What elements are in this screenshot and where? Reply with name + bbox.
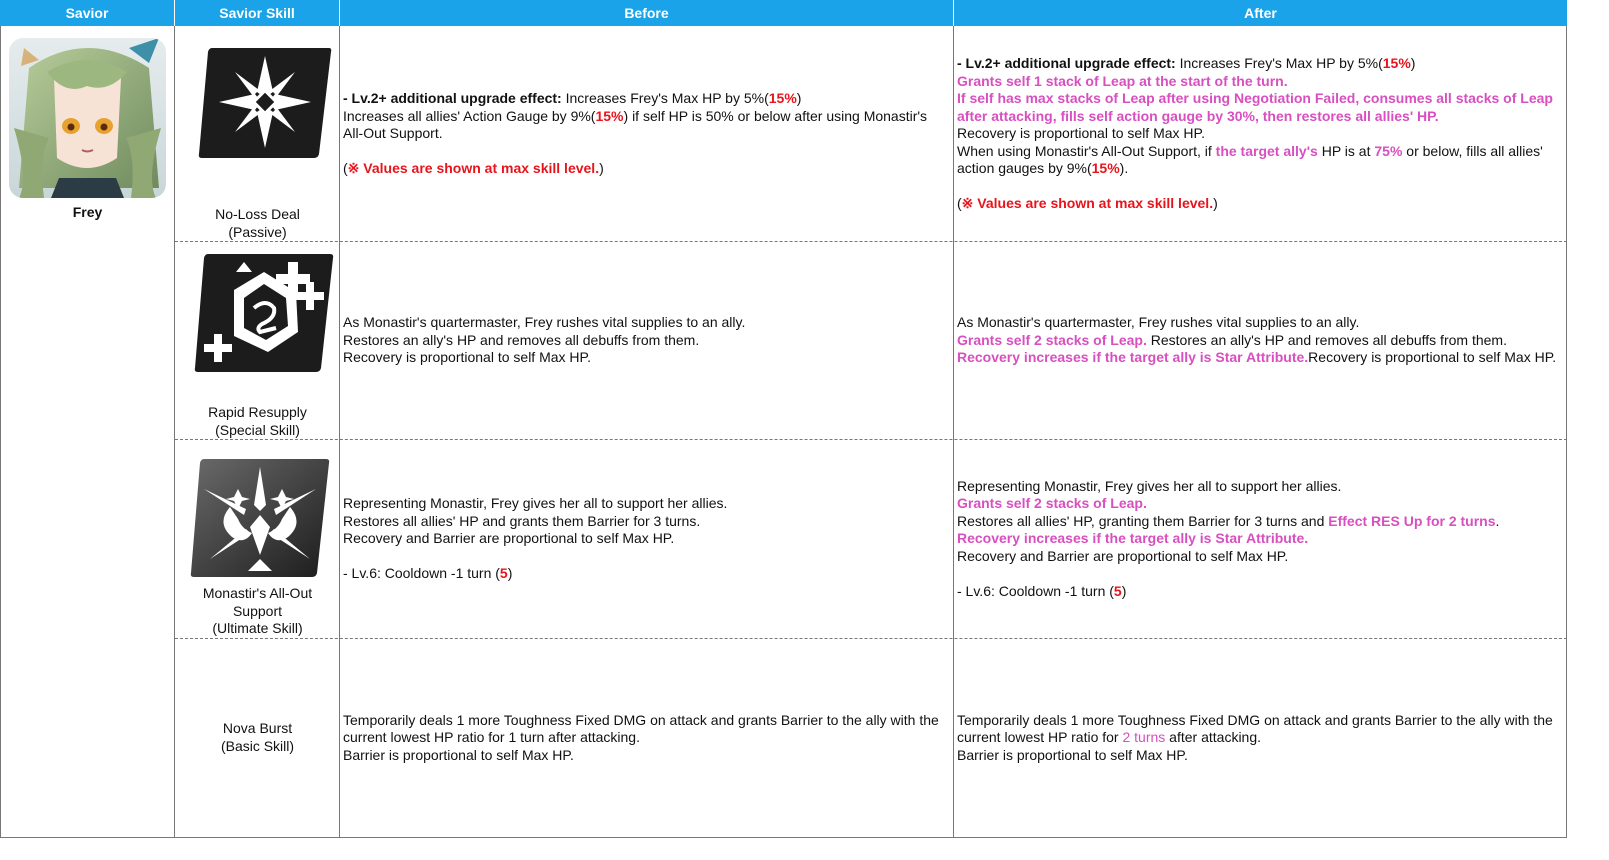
text: As Monastir's quartermaster, Frey rushes vital supplies to an ally.: [957, 314, 1360, 331]
frey-portrait: [9, 38, 166, 198]
skill-type-text: (Basic Skill): [220, 737, 295, 754]
text: Increases all allies' Action Gauge by 9%(: [343, 107, 596, 124]
value: 5: [1113, 582, 1122, 599]
text: Barrier is proportional to self Max HP.: [957, 746, 1188, 763]
after-cell: [954, 639, 1566, 837]
text: Increases Frey's Max HP by 5%(: [1175, 55, 1383, 72]
text: (: [957, 195, 962, 212]
skill-type-text: (Ultimate Skill): [212, 620, 303, 636]
value: 15%: [1091, 160, 1120, 177]
text: Representing Monastir, Frey gives her all to support her allies.: [957, 477, 1342, 494]
text: ).: [1119, 160, 1129, 177]
text: Recovery and Barrier are proportional to self Max HP.: [343, 530, 675, 547]
value: 15%: [595, 107, 624, 124]
supply-potion-icon: [194, 252, 336, 379]
note: ※ Values are shown at max skill level.: [347, 160, 600, 177]
text: As Monastir's quartermaster, Frey rushes vital supplies to an ally.: [343, 314, 746, 331]
skill-name-text: Support: [232, 602, 283, 619]
highlight: Effect RES Up for 2 turns: [1328, 512, 1496, 529]
header-before: Before: [340, 0, 954, 26]
text: Restores an ally's HP and removes all debuffs from them.: [343, 331, 700, 348]
text: Recovery and Barrier are proportional to self Max HP.: [957, 547, 1289, 564]
text: - Lv.6: Cooldown -1 turn (: [957, 582, 1114, 599]
skill-name: [175, 720, 340, 755]
text: Restores all allies' HP, granting them Barrier for 3 turns and: [957, 512, 1329, 529]
highlight: Recovery increases if the target ally is Star Attribute.: [957, 530, 1309, 547]
skill-name-text: Monastir's All-Out: [202, 585, 313, 601]
text: When using Monastir's All-Out Support, if: [957, 142, 1216, 159]
header-savior-skill: Savior Skill: [175, 0, 340, 26]
radiant-emblem-icon: [190, 457, 332, 584]
value: 5: [499, 565, 508, 582]
text: ) if self HP is 50% or below after using Monastir's All-Out Support.: [343, 107, 928, 142]
grid-line: [1566, 26, 1567, 838]
skill-name: [175, 404, 340, 439]
before-cell: [340, 639, 953, 837]
text: or below, fills all allies' action gauges by 9%(: [957, 142, 1543, 177]
skill-name: [175, 585, 340, 638]
table-bottom-border: [0, 837, 1567, 838]
highlight: 2 turns: [1122, 729, 1166, 746]
text: - Lv.2+ additional upgrade effect:: [957, 55, 1176, 72]
highlight: the target ally's: [1215, 142, 1318, 159]
highlight: Grants self 1 stack of Leap at the start of the turn.: [957, 72, 1288, 89]
after-cell: [954, 27, 1566, 241]
text: Restores an ally's HP and removes all debuffs from them.: [1146, 331, 1507, 348]
value: 15%: [768, 90, 797, 107]
header-savior: Savior: [0, 0, 175, 26]
highlight: If self has max stacks of Leap after using Negotiation Failed, consumes all stacks of Leap after attacking, fills self action gauge by 30%, then restores all allies' HP.: [957, 90, 1553, 124]
skill-name-text: No-Loss Deal: [215, 206, 300, 222]
skill-name-text: Nova Burst: [222, 720, 293, 736]
highlight: Recovery increases if the target ally is Star Attribute.: [957, 349, 1309, 366]
value: 15%: [1382, 55, 1411, 72]
text: - Lv.6: Cooldown -1 turn (: [343, 565, 500, 582]
text: ): [1121, 582, 1127, 599]
before-cell: [340, 242, 953, 439]
text: Restores all allies' HP and grants them Barrier for 3 turns.: [343, 512, 701, 529]
text: ): [1213, 195, 1218, 212]
before-cell: [340, 27, 953, 241]
text: ): [599, 160, 604, 177]
highlight: 75%: [1374, 142, 1403, 159]
text: after attacking.: [1165, 729, 1262, 746]
before-cell: [340, 440, 953, 638]
text: Recovery is proportional to self Max HP.: [1308, 349, 1557, 366]
after-cell: [954, 242, 1566, 439]
text: - Lv.2+ additional upgrade effect:: [343, 90, 562, 107]
after-cell: [954, 440, 1566, 638]
text: .: [1495, 512, 1500, 529]
text: ): [1410, 55, 1416, 72]
text: (: [343, 160, 348, 177]
skill-type-text: (Special Skill): [215, 421, 300, 438]
note: ※ Values are shown at max skill level.: [961, 195, 1214, 212]
text: Increases Frey's Max HP by 5%(: [561, 90, 769, 107]
highlight: Grants self 2 stacks of Leap.: [957, 331, 1147, 348]
grid-line: [0, 26, 1, 838]
skill-type-text: (Passive): [228, 223, 287, 240]
text: Recovery is proportional to self Max HP.: [957, 125, 1205, 142]
compass-star-icon: [198, 44, 333, 165]
highlight: Grants self 2 stacks of Leap.: [957, 495, 1147, 512]
header-after: After: [954, 0, 1567, 26]
text: HP is at: [1317, 142, 1375, 159]
text: Recovery is proportional to self Max HP.: [343, 349, 591, 366]
text: Barrier is proportional to self Max HP.: [343, 746, 574, 763]
text: Temporarily deals 1 more Toughness Fixed DMG on attack and grants Barrier to the ally with the current lowest HP ratio for 1 turn after attacking.: [343, 711, 939, 746]
text: ): [796, 90, 802, 107]
skill-name-text: Rapid Resupply: [208, 404, 307, 420]
text: ): [507, 565, 513, 582]
text: Representing Monastir, Frey gives her all to support her allies.: [343, 495, 728, 512]
text: Temporarily deals 1 more Toughness Fixed DMG on attack and grants Barrier to the ally with the current lowest HP ratio for: [957, 711, 1553, 746]
savior-name: Frey: [72, 204, 103, 220]
skill-name: [175, 206, 340, 241]
